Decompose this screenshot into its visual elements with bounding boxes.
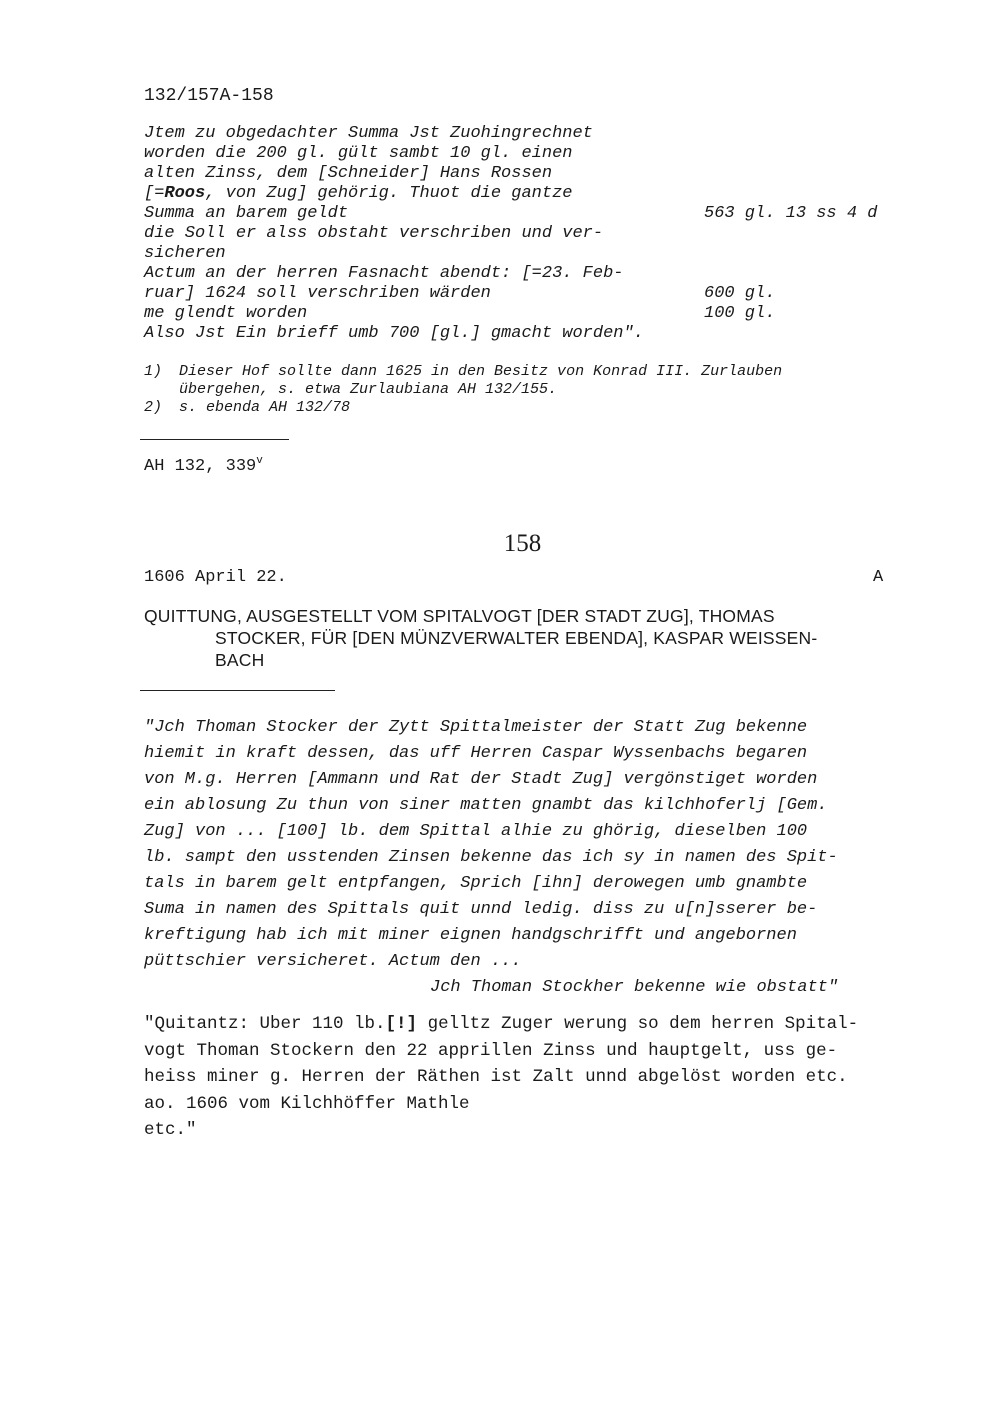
quote-line: von M.g. Herren [Ammann und Rat der Stadt Zug] vergönstiget worden (144, 770, 818, 789)
quote-line: lb. sampt den usstenden Zinsen bekenne das ich sy in namen des Spit- (144, 848, 838, 867)
quote-line: ao. 1606 vom Kilchhöffer Mathle (144, 1093, 470, 1114)
text-fragment: [= (144, 184, 165, 203)
text-line: Also Jst Ein brieff umb 700 [gl.] gmacht worden". (144, 324, 644, 343)
footnotes (144, 363, 904, 423)
text-line: die Soll er alss obstaht verschriben und ver- (144, 224, 604, 243)
amount: 600 gl. (704, 284, 776, 303)
quote-signature: Jch Thoman Stockher bekenne wie obstatt" (430, 978, 839, 997)
document-title-line: BACH (215, 650, 265, 670)
document-classification: A (873, 568, 884, 587)
name-emphasis: Roos (164, 184, 206, 203)
quote-line: heiss miner g. Herren der Räthen ist Zalt unnd abgelöst worden etc. (144, 1067, 848, 1087)
text-line: Summa an barem geldt (144, 204, 349, 223)
amount: 563 gl. 13 ss 4 d (704, 204, 878, 223)
quote-line: hiemit in kraft dessen, das uff Herren Caspar Wyssenbachs begaren (144, 744, 808, 763)
text-line: alten Zinss, dem [Schneider] Hans Rossen (144, 164, 553, 183)
quote-line: tals in barem gelt entpfangen, Sprich [ihn] derowegen umb gnambte (144, 874, 808, 893)
document-title-line: QUITTUNG, AUSGESTELLT VOM SPITALVOGT [DER STADT ZUG], THOMAS (144, 606, 775, 626)
document-number: 158 (503, 530, 542, 557)
text-fragment: gelltz Zuger werung so dem herren Spital- (417, 1014, 859, 1034)
previous-document-text (144, 124, 904, 354)
document-date: 1606 April 22. (144, 568, 287, 587)
source-reference-superscript: v (256, 455, 263, 467)
source-reference-text: AH 132, 339 (144, 457, 257, 476)
footnote-number: 2) (144, 399, 163, 416)
quote-line: Suma in namen des Spittals quit unnd ledig. diss zu u[n]sserer be- (144, 900, 818, 919)
quote-line: "Jch Thoman Stocker der Zytt Spittalmeister der Statt Zug bekenne (144, 718, 808, 737)
text-line: Actum an der herren Fasnacht abendt: [=23. Feb- (144, 264, 624, 283)
separator-rule (140, 690, 335, 691)
document-title-line: STOCKER, FÜR [DEN MÜNZVERWALTER EBENDA], KASPAR WEISSEN- (215, 628, 818, 648)
footnote-line: Dieser Hof sollte dann 1625 in den Besitz von Konrad III. Zurlauben (179, 363, 783, 380)
sic-marker: [!] (385, 1014, 418, 1034)
text-fragment: "Quitantz: Uber 110 lb. (144, 1014, 386, 1034)
text-line: Jtem zu obgedachter Summa Jst Zuohingrechnet (144, 124, 593, 143)
page-reference: 132/157A-158 (144, 86, 274, 106)
footnote-line: übergehen, s. etwa Zurlaubiana AH 132/155. (179, 381, 558, 398)
quote-line: kreftigung hab ich mit miner eignen handgschrifft und angebornen (144, 926, 797, 945)
text-line: me glendt worden (144, 304, 308, 323)
quote-line: ein ablosung Zu thun von siner matten gnambt das kilchhoferlj [Gem. (144, 796, 828, 815)
quote-line: vogt Thoman Stockern den 22 apprillen Zinss und hauptgelt, uss ge- (144, 1040, 838, 1061)
source-reference (144, 455, 263, 476)
footnote-number: 1) (144, 363, 163, 380)
text-line: ruar] 1624 soll verschriben wärden (144, 284, 491, 303)
quote-line: etc." (144, 1120, 197, 1140)
quote-line: püttschier versicheret. Actum den ... (144, 952, 522, 971)
text-fragment: , von Zug] gehörig. Thuot die gantze (205, 184, 573, 203)
quote-line (144, 1011, 858, 1038)
text-line: sicheren (144, 244, 226, 263)
footnote-line: s. ebenda AH 132/78 (179, 399, 351, 416)
text-line (144, 184, 572, 204)
quote-line: Zug] von ... [100] lb. dem Spittal alhie zu ghörig, dieselben 100 (144, 822, 808, 841)
text-line: worden die 200 gl. gült sambt 10 gl. einen (144, 144, 573, 163)
separator-rule (140, 439, 289, 440)
amount: 100 gl. (704, 304, 776, 323)
